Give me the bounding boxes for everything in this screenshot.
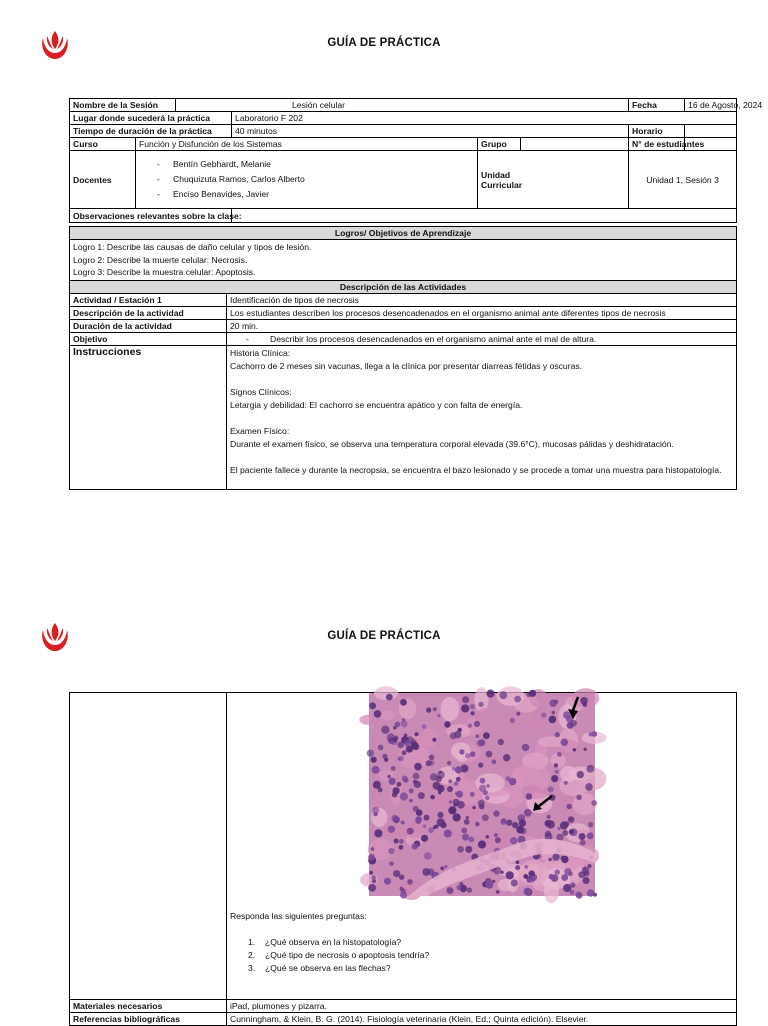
session-name-value: Lesión celular	[176, 99, 629, 112]
objectives-list	[70, 240, 737, 281]
clinical-history-text: Cachorro de 2 meses sin vacunas, llega a la clínica por presentar diarreas fétidas y oscuras.	[230, 360, 583, 371]
schedule-label: Horario	[629, 125, 685, 138]
continuation-table	[69, 692, 737, 1026]
teacher-item: - Chuquizuta Ramos, Carlos Alberto	[157, 174, 305, 184]
teacher-item: - Enciso Benavides, Javier	[157, 189, 270, 199]
activity-duration-label: Duración de la actividad	[70, 319, 227, 332]
references-label: Referencias bibliográficas	[70, 1013, 227, 1026]
group-label: Grupo	[478, 138, 521, 151]
question-item: 3. ¿Qué se observa en las flechas?	[248, 963, 391, 973]
question-item: 2. ¿Qué tipo de necrosis o apoptosis tendría?	[248, 950, 430, 960]
duration-label: Tiempo de duración de la práctica	[70, 125, 232, 138]
materials-value: iPad, plumones y pizarra.	[227, 1000, 737, 1013]
duration-value: 40 minutos	[232, 125, 629, 138]
physical-exam-title: Examen Físico:	[230, 425, 290, 436]
date-value: 16 de Agosto, 2024	[685, 99, 737, 112]
clinical-signs-text: Letargia y debilidad: El cachorro se encuentra apático y con falta de energía.	[230, 399, 523, 410]
instructions-content	[227, 345, 737, 489]
question-item: 1. ¿Qué observa en la histopatología?	[248, 937, 402, 947]
clinical-history-title: Historia Clínica:	[230, 347, 291, 358]
outcome-text: El paciente fallece y durante la necropsia, se encuentra el bazo lesionado y se procede a tomar una muestra para histopatología.	[230, 464, 722, 475]
teachers-list	[136, 151, 478, 209]
page-title: GUÍA DE PRÁCTICA	[327, 630, 441, 642]
histopathology-image	[369, 693, 595, 896]
materials-label: Materiales necesarios	[70, 1000, 227, 1013]
group-value	[521, 138, 629, 151]
observations-value	[232, 209, 737, 223]
objective-item: Logro 1: Describe las causas de daño celular y tipos de lesión.	[73, 242, 312, 252]
students-label: N° de estudiantes	[629, 138, 685, 151]
questions-list	[230, 936, 733, 975]
observations-label: Observaciones relevantes sobre la clase:	[70, 209, 232, 223]
objectives-header: Logros/ Objetivos de Aprendizaje	[70, 227, 737, 240]
empty-label-cell	[70, 693, 227, 1000]
references-value: Cunningham, & Klein, B. G. (2014). Fisiología veterinaria (Klein, Ed.; Quinta edición). Elsevier.	[227, 1013, 737, 1026]
histology-cell	[227, 693, 737, 1000]
questions-intro: Responda las siguientes preguntas:	[230, 911, 367, 921]
activities-header: Descripción de las Actividades	[70, 280, 737, 293]
session-name-label: Nombre de la Sesión	[70, 99, 176, 112]
activity-description-value: Los estudiantes describen los procesos desencadenados en el organismo animal ante diferentes tipos de necrosis	[227, 306, 737, 319]
date-label: Fecha	[629, 99, 685, 112]
objective-label: Objetivo	[70, 332, 227, 345]
place-value: Laboratorio F 202	[232, 112, 737, 125]
physical-exam-text: Durante el examen físico, se observa una temperatura corporal elevada (39.6°C), mucosas pálidas y deshidratación.	[230, 438, 674, 449]
clinical-signs-title: Signos Clínicos:	[230, 386, 292, 397]
activity-description-label: Descripción de la actividad	[70, 306, 227, 319]
place-label: Lugar donde sucederá la práctica	[70, 112, 232, 125]
schedule-value	[685, 125, 737, 138]
activity-label: Actividad / Estación 1	[70, 293, 227, 306]
teachers-label: Docentes	[70, 151, 136, 209]
teacher-item: - Bentín Gebhardt, Melanie	[157, 159, 271, 169]
activity-duration-value: 20 min.	[227, 319, 737, 332]
course-label: Curso	[70, 138, 136, 151]
activities-table	[69, 226, 737, 490]
objective-value: - Describir los procesos desencadenados en el organismo animal ante el mal de altura.	[227, 332, 737, 345]
course-value: Función y Disfunción de los Sistemas	[136, 138, 478, 151]
page-title: GUÍA DE PRÁCTICA	[327, 37, 441, 49]
objective-item: Logro 2: Describe la muerte celular: Necrosis.	[73, 254, 248, 265]
instructions-label: Instrucciones	[70, 345, 227, 489]
unit-value: Unidad 1, Sesión 3	[629, 151, 737, 209]
activity-value: Identificación de tipos de necrosis	[227, 293, 737, 306]
page-2	[0, 594, 768, 1024]
objective-item: Logro 3: Describe la muestra celular: Apoptosis.	[73, 267, 256, 277]
unit-label: Unidad Curricular	[478, 151, 629, 209]
session-info-table	[69, 98, 763, 223]
